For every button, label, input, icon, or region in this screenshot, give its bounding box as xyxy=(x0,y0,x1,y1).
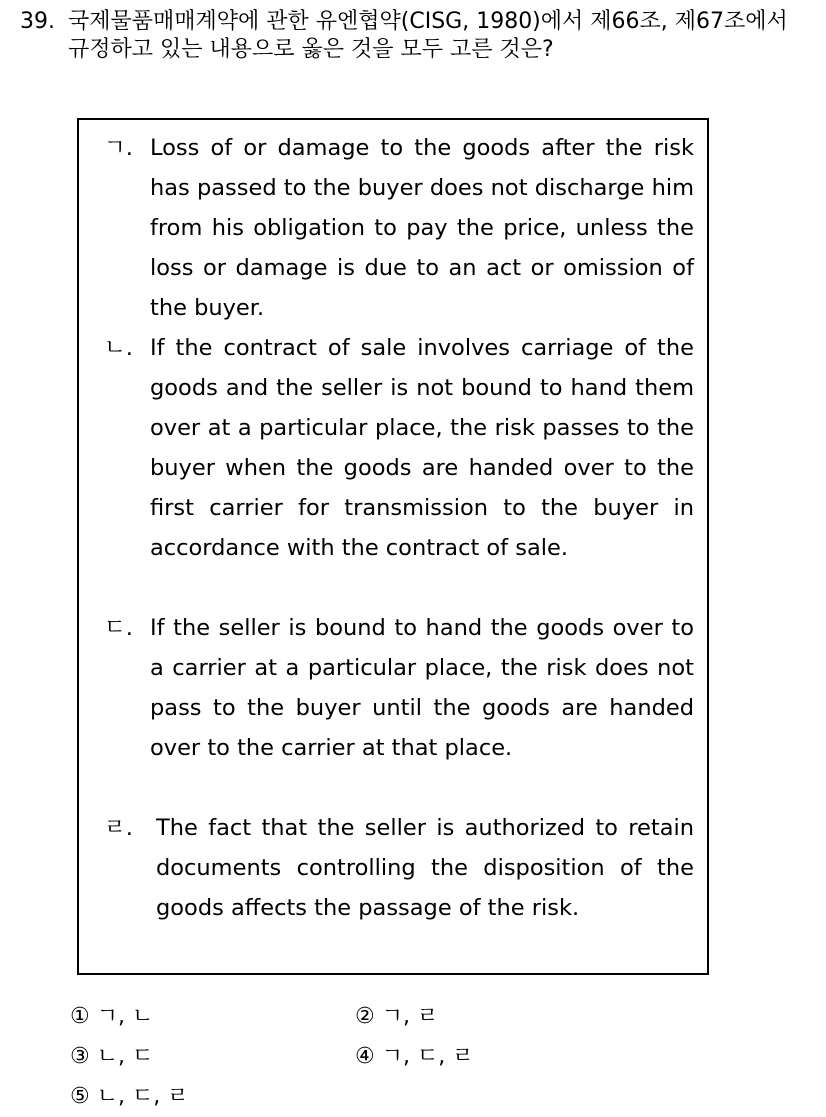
statement-text: If the contract of sale involves carriage of the goods and the seller is not bound to hand them over at a particular place, the risk passes to the buyer when the goods are handed over to the first carrier for transmission to the buyer in accordance with the contract of sale. xyxy=(150,335,694,561)
choice-5[interactable]: ⑤ ㄴ, ㄷ, ㄹ xyxy=(70,1084,189,1109)
choice-1[interactable]: ① ㄱ, ㄴ xyxy=(70,1004,154,1029)
question xyxy=(20,8,790,64)
statement-box xyxy=(77,118,709,975)
statement-text: If the seller is bound to hand the goods over to a carrier at a particular place, the risk does not pass to the buyer until the goods are handed over to the carrier at that place. xyxy=(150,615,694,761)
choice-3[interactable]: ③ ㄴ, ㄷ xyxy=(70,1044,154,1069)
statement-item-3 xyxy=(104,608,694,768)
question-text: 국제물품매매계약에 관한 유엔협약(CISG, 1980)에서 제66조, 제67조에서 규정하고 있는 내용으로 옳은 것을 모두 고른 것은? xyxy=(68,9,788,62)
choice-2[interactable]: ② ㄱ, ㄹ xyxy=(355,1004,439,1029)
statement-marker: ㄴ. xyxy=(104,335,133,361)
statement-marker: ㄷ. xyxy=(104,615,133,641)
statement-item-1 xyxy=(104,128,694,328)
choice-4[interactable]: ④ ㄱ, ㄷ, ㄹ xyxy=(355,1044,474,1069)
statement-marker: ㄱ. xyxy=(104,135,133,161)
statement-text: The fact that the seller is authorized to retain documents controlling the disposition of the goods affects the passage of the risk. xyxy=(156,815,694,921)
statement-item-2 xyxy=(104,328,694,568)
question-number: 39. xyxy=(20,9,55,34)
statement-text: Loss of or damage to the goods after the risk has passed to the buyer does not discharge him from his obligation to pay the price, unless the loss or damage is due to an act or omission of the buyer. xyxy=(150,135,694,321)
statement-marker: ㄹ. xyxy=(104,815,133,841)
statement-item-4 xyxy=(104,808,694,928)
